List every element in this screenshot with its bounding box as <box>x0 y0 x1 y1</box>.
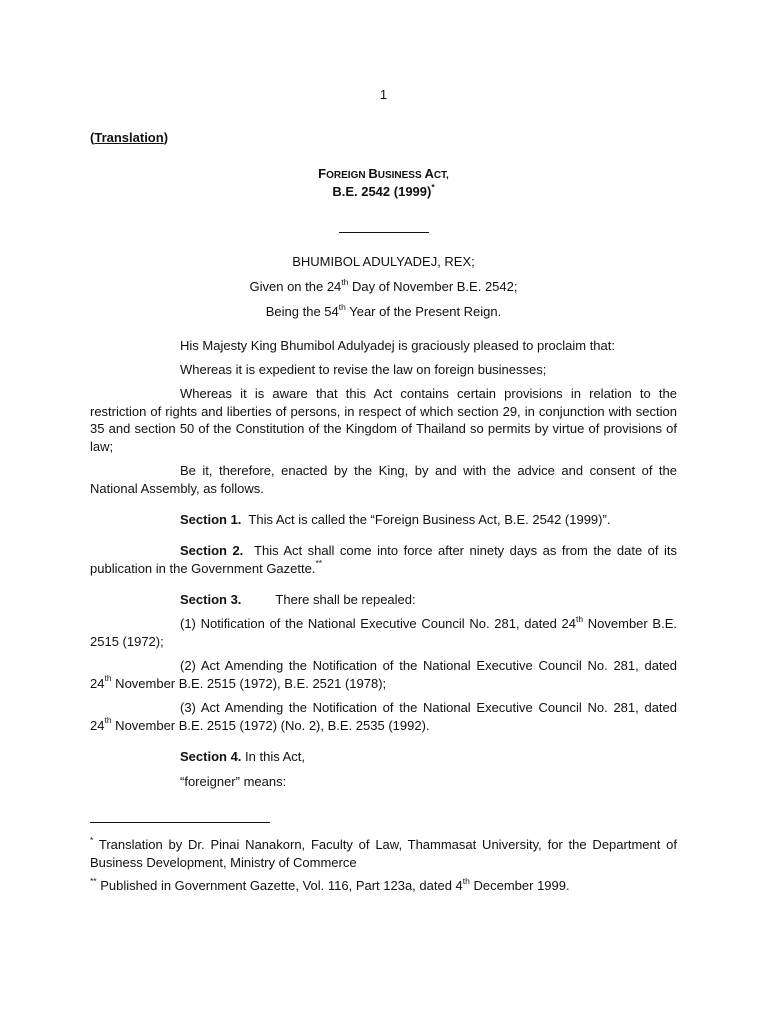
repeal-item-3 <box>90 699 677 734</box>
footnote-mark: ** <box>315 558 323 569</box>
preamble-enactment: Be it, therefore, enacted by the King, by and with the advice and consent of the National Assembly, as follows. <box>90 463 677 496</box>
ordinal: th <box>104 715 112 726</box>
ordinal: th <box>338 301 346 312</box>
section-4-text: In this Act, <box>245 749 306 764</box>
section-1 <box>90 511 677 529</box>
section-2 <box>90 542 677 577</box>
title-small: OREIGN <box>326 170 369 181</box>
repeal-3-text-end: November B.E. 2515 (1972) (No. 2), B.E. 2535 (1992). <box>111 717 430 733</box>
repeal-item-2 <box>90 657 677 692</box>
act-title-line1 <box>90 165 677 185</box>
footnote-mark: ** <box>90 875 97 886</box>
section-3-text: There shall be repealed: <box>275 592 416 607</box>
footnote-separator <box>90 822 270 823</box>
ordinal: th <box>575 613 584 624</box>
given-text: Given on the 24 <box>249 279 342 294</box>
footnote-2-text-end: December 1999. <box>469 878 570 893</box>
title-cap: A <box>424 166 434 181</box>
preamble-whereas-1: Whereas it is expedient to revise the law on foreign businesses; <box>180 362 547 377</box>
footnote-2-text: Published in Government Gazette, Vol. 116, Part 123a, dated 4 <box>96 878 463 893</box>
title-small: USINESS <box>377 170 425 181</box>
act-title-year: B.E. 2542 (1999) <box>332 184 432 199</box>
translation-label-text: Translation <box>94 130 164 145</box>
ordinal: th <box>104 673 112 684</box>
section-2-label: Section 2. <box>180 543 244 558</box>
title-divider <box>339 232 429 233</box>
title-cap: F <box>318 166 327 181</box>
footnote-2 <box>90 877 677 895</box>
act-title-line2 <box>90 183 677 201</box>
ordinal: th <box>462 875 470 886</box>
title-small: CT, <box>433 170 449 181</box>
section-3-label: Section 3. <box>180 592 242 607</box>
footnote-mark: * <box>431 181 435 192</box>
preamble-whereas-2: Whereas it is aware that this Act contains certain provisions in relation to the restriction of rights and liberties of persons, in respect of which section 29, in conjunction with section 35 and section 50 of the Constitution of the Kingdom of Thailand so permits by virtue of provisions of law; <box>90 386 677 454</box>
repeal-2-text-end: November B.E. 2515 (1972), B.E. 2521 (1978); <box>111 675 387 691</box>
section-2-text: This Act shall come into force after ninety days as from the date of its publication in the Government Gazette. <box>90 543 677 576</box>
section-4-label: Section 4. <box>180 749 242 764</box>
preamble-proclaim: His Majesty King Bhumibol Adulyadej is graciously pleased to proclaim that: <box>180 338 615 353</box>
repeal-3-text: (3) Act Amending the Notification of the National Executive Council No. 281, dated 24 <box>90 700 677 733</box>
reign-year-line <box>90 303 677 321</box>
reign-text: Being the 54 <box>265 304 339 319</box>
given-text-end: Day of November B.E. 2542; <box>348 279 518 294</box>
repeal-item-1 <box>90 615 677 650</box>
footnote-1 <box>90 836 677 871</box>
section-1-label: Section 1. <box>180 512 242 527</box>
section-1-text: This Act is called the “Foreign Business Act, B.E. 2542 (1999)”. <box>248 512 611 527</box>
given-date-line <box>90 278 677 296</box>
foreigner-definition: “foreigner” means: <box>180 774 287 789</box>
ordinal: th <box>341 276 349 287</box>
reign-text-end: Year of the Present Reign. <box>345 304 502 319</box>
repeal-1-text-end: November B.E. 2515 (1972); <box>90 616 677 649</box>
footnote-mark: * <box>90 834 94 845</box>
king-name: BHUMIBOL ADULYADEJ, REX; <box>292 254 475 269</box>
page-number: 1 <box>379 87 388 102</box>
title-cap: B <box>368 166 378 181</box>
translation-label: (Translation) <box>90 130 169 145</box>
repeal-1-text: (1) Notification of the National Executive Council No. 281, dated 24 <box>180 616 576 631</box>
section-4 <box>90 748 677 766</box>
footnote-1-text: Translation by Dr. Pinai Nanakorn, Faculty of Law, Thammasat University, for the Department of Business Development, Ministry of Commerce <box>90 837 677 870</box>
section-3 <box>90 591 677 609</box>
repeal-2-text: (2) Act Amending the Notification of the National Executive Council No. 281, dated 24 <box>90 658 677 691</box>
